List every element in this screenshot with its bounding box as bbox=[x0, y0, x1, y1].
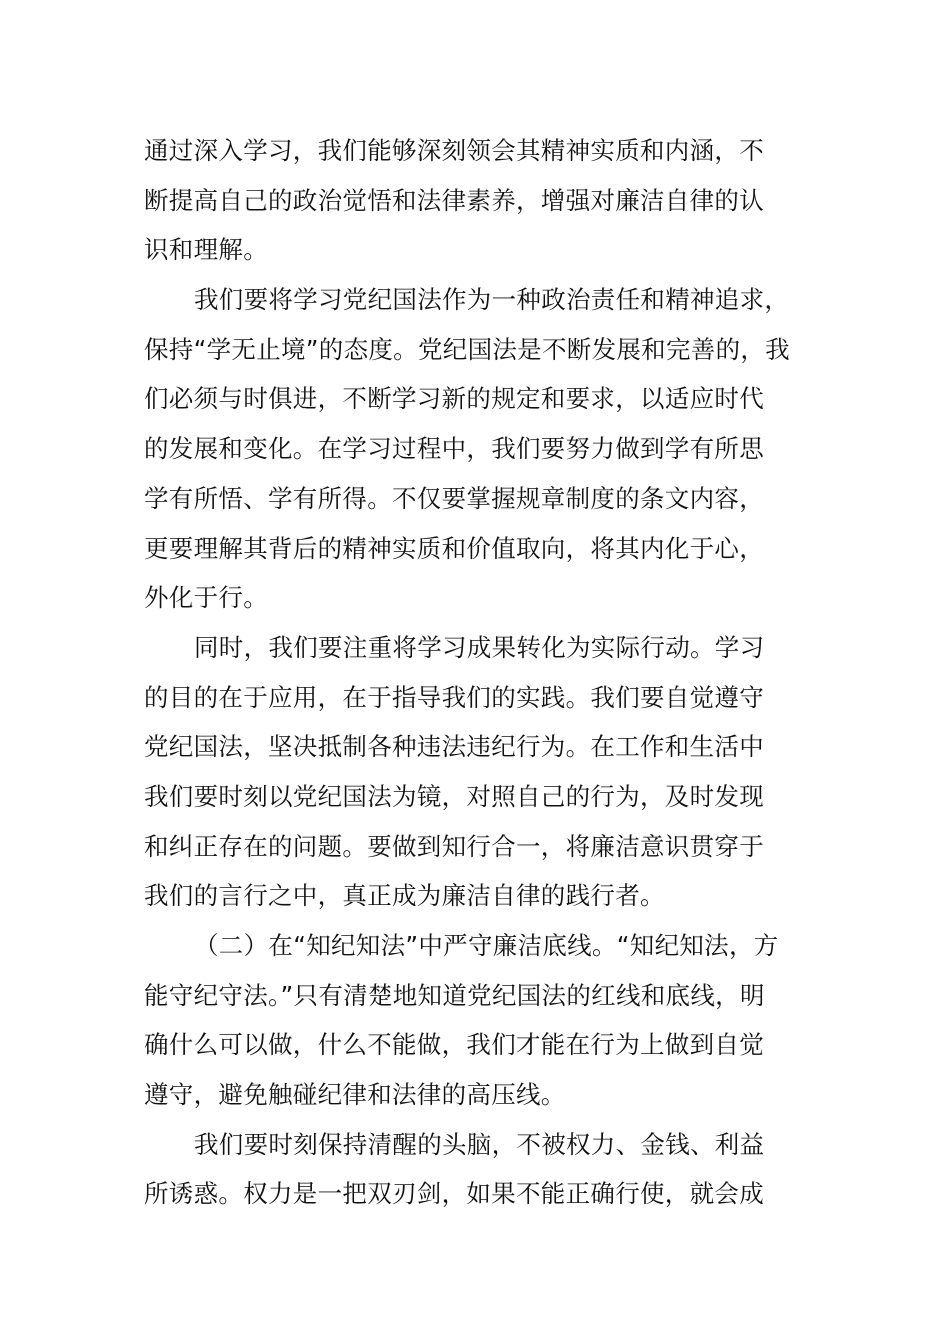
text-line: 外化于行。 bbox=[144, 583, 268, 613]
text-line: 我们的言行之中，真正成为廉洁自律的践行者。 bbox=[144, 881, 665, 911]
text-line: 通过深入学习，我们能够深刻领会其精神实质和内涵，不 bbox=[144, 136, 764, 165]
text-line: 更要理解其背后的精神实质和价值取向，将其内化于心， bbox=[144, 533, 764, 563]
text-line: 学有所悟、学有所得。不仅要掌握规章制度的条文内容， bbox=[144, 483, 764, 513]
text-line: 遵守，避免触碰纪律和法律的高压线。 bbox=[144, 1080, 566, 1110]
text-line: 的目的在于应用，在于指导我们的实践。我们要自觉遵守 bbox=[144, 682, 764, 712]
paragraph-first-line: 同时，我们要注重将学习成果转化为实际行动。学习 bbox=[194, 632, 765, 662]
text-line: 识和理解。 bbox=[144, 235, 268, 265]
text-line: 的发展和变化。在学习过程中，我们要努力做到学有所思 bbox=[144, 434, 764, 464]
text-line: 断提高自己的政治觉悟和法律素养，增强对廉洁自律的认 bbox=[144, 185, 764, 215]
text-line: 所诱惑。权力是一把双刃剑，如果不能正确行使，就会成 bbox=[144, 1179, 764, 1209]
paragraph-first-line: 我们要将学习党纪国法作为一种政治责任和精神追求， bbox=[194, 285, 790, 315]
paragraph-first-line: 我们要时刻保持清醒的头脑，不被权力、金钱、利益 bbox=[194, 1129, 765, 1159]
section-heading-line: （二）在“知纪知法”中严守廉洁底线。“知纪知法，方 bbox=[194, 931, 779, 960]
text-line: 党纪国法，坚决抵制各种违法违纪行为。在工作和生活中 bbox=[144, 732, 764, 762]
text-line: 确什么可以做，什么不能做，我们才能在行为上做到自觉 bbox=[144, 1030, 764, 1060]
body-text bbox=[144, 126, 824, 1219]
text-line: 能守纪守法。”只有清楚地知道党纪国法的红线和底线，明 bbox=[144, 980, 765, 1010]
text-line: 保持“学无止境”的态度。党纪国法是不断发展和完善的，我 bbox=[144, 334, 790, 364]
text-line: 我们要时刻以党纪国法为镜，对照自己的行为，及时发现 bbox=[144, 781, 764, 811]
text-line: 们必须与时俱进，不断学习新的规定和要求，以适应时代 bbox=[144, 384, 764, 414]
text-line: 和纠正存在的问题。要做到知行合一，将廉洁意识贯穿于 bbox=[144, 831, 764, 861]
